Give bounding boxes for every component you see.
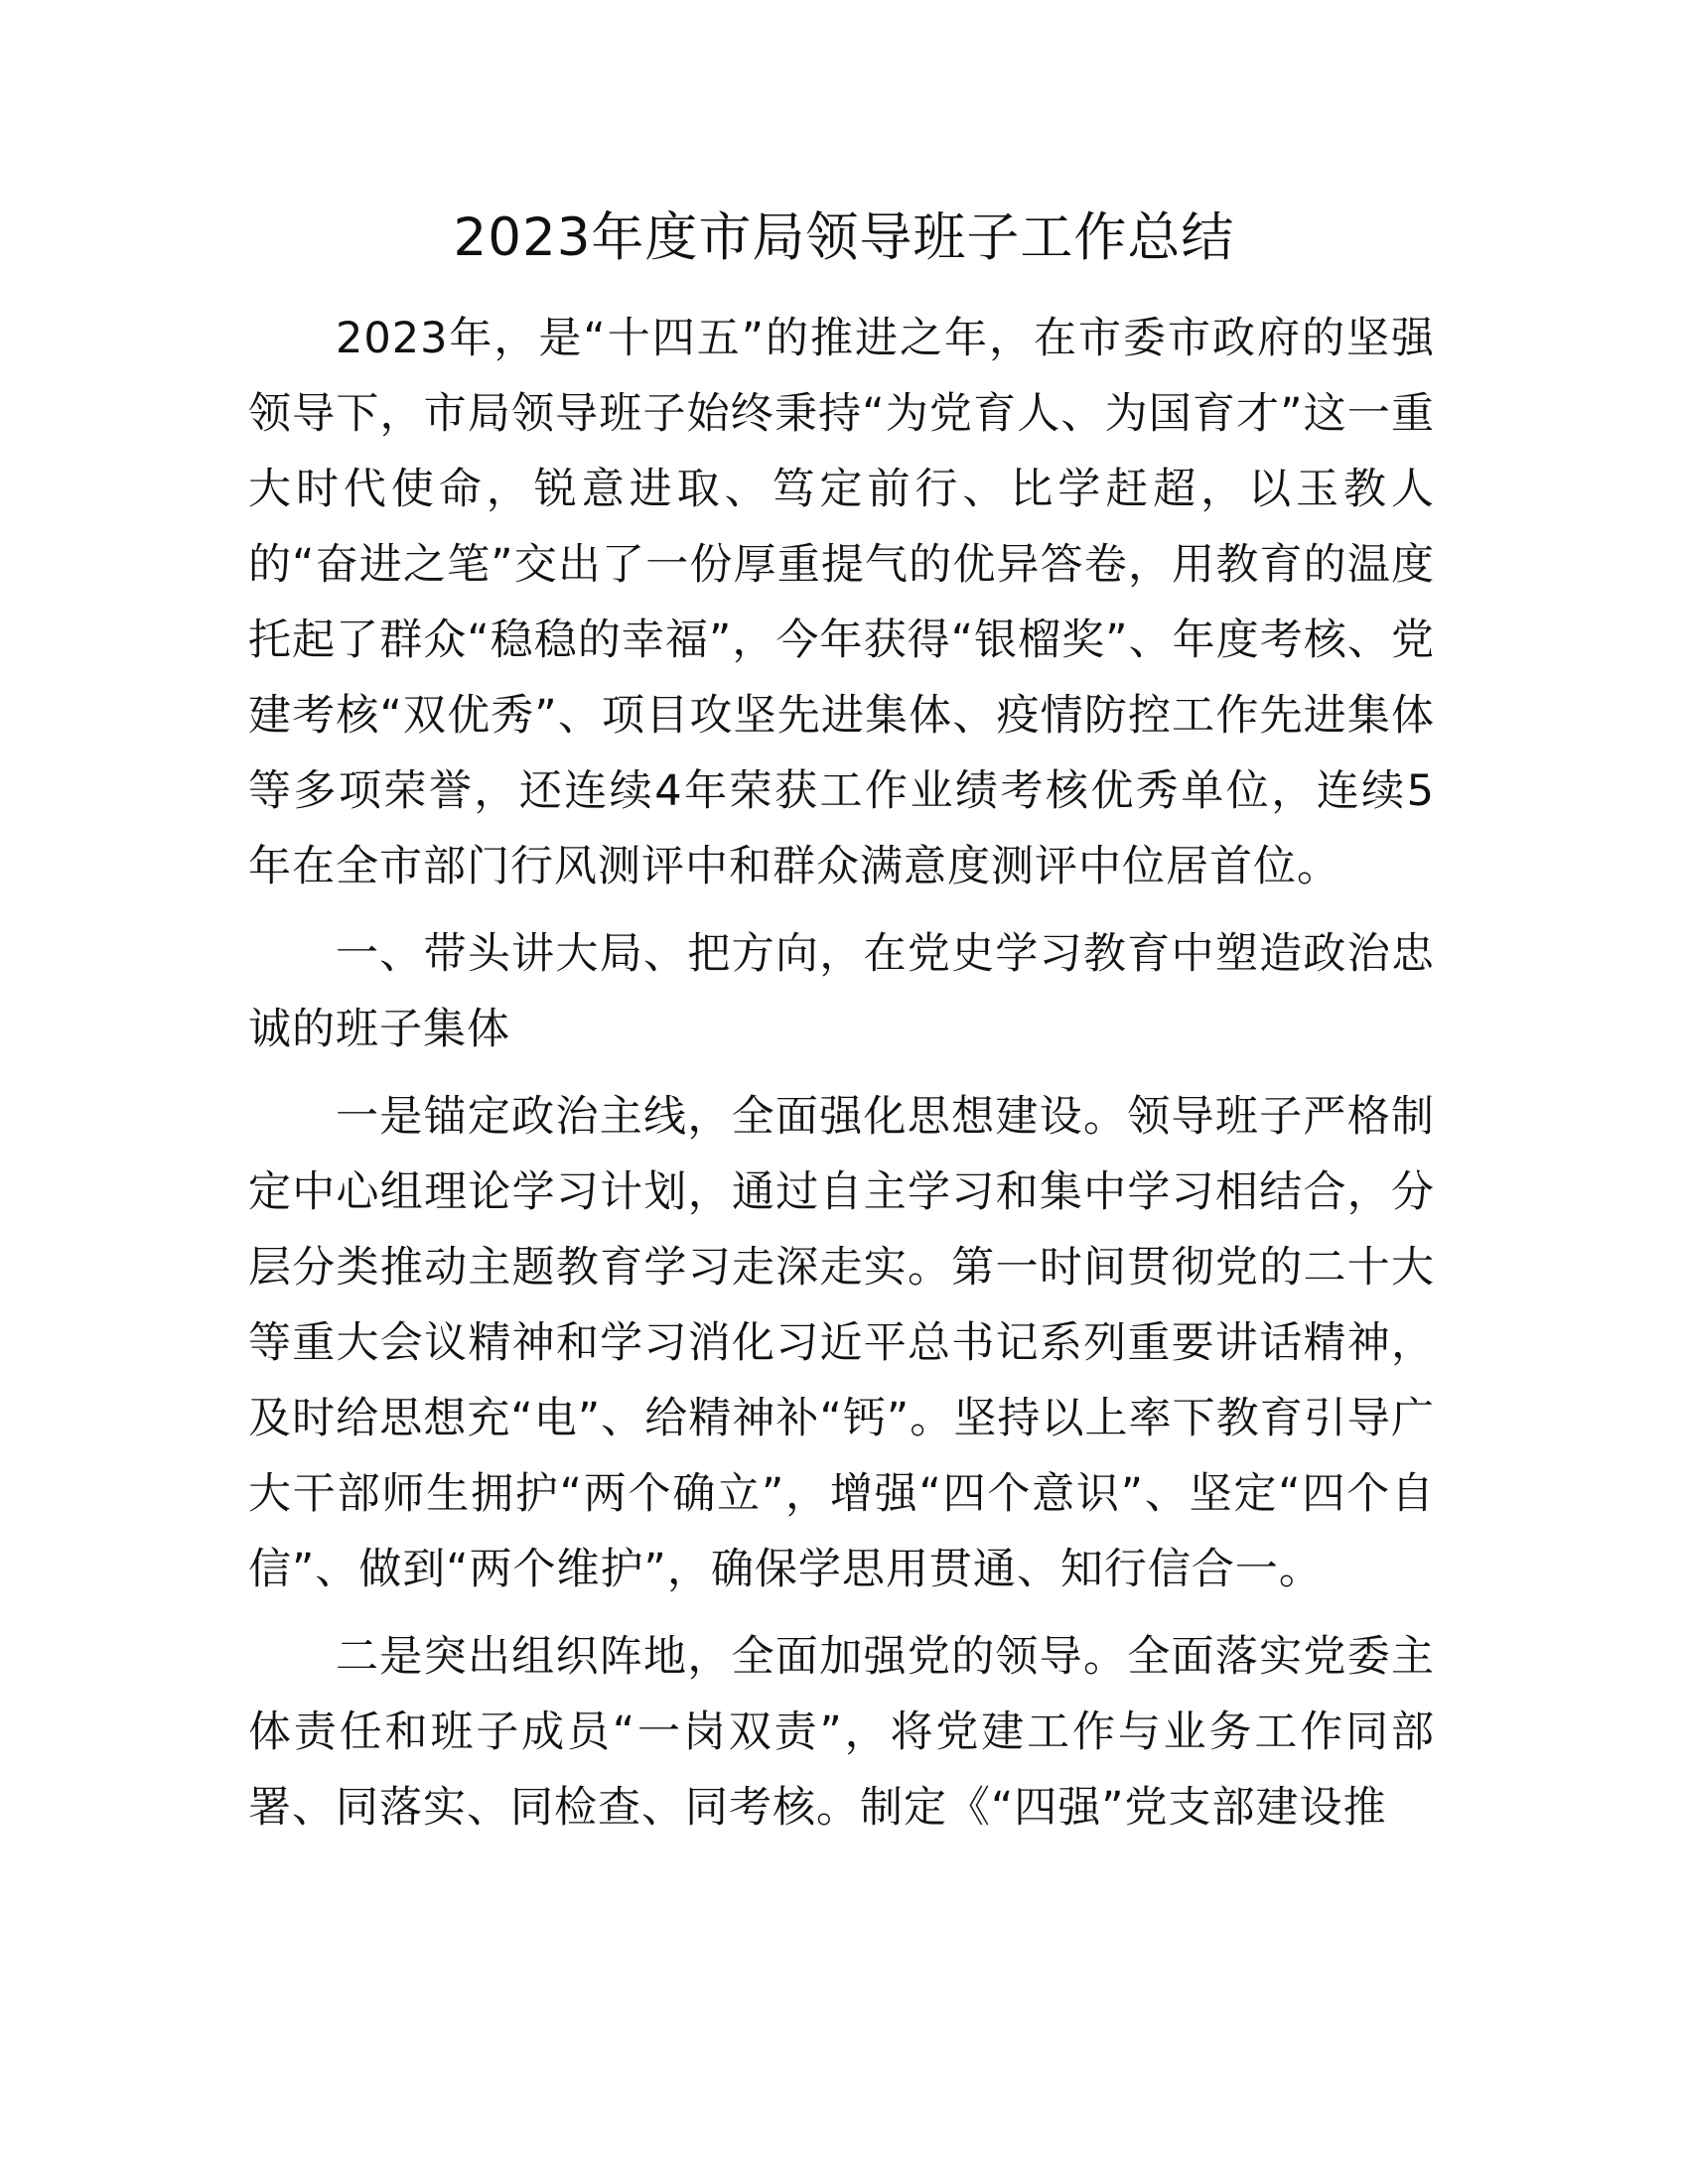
paragraph-point-2: 二是突出组织阵地，全面加强党的领导。全面落实党委主体责任和班子成员“一岗双责”，将党建工作与业务工作同部署、同落实、同检查、同考核。制定《“四强”党支部建设推: [248, 1632, 1435, 1833]
document-title: 2023年度市局领导班子工作总结: [453, 207, 1235, 268]
document-body: [248, 301, 1435, 1857]
paragraph-point-1: 一是锚定政治主线，全面强化思想建设。领导班子严格制定中心组理论学习计划，通过自主学习和集中学习相结合，分层分类推动主题教育学习走深走实。第一时间贯彻党的二十大等重大会议精神和学习消化习近平总书记系列重要讲话精神，及时给思想充“电”、给精神补“钙”。坚持以上率下教育引导广大干部师生拥护“两个确立”，增强“四个意识”、坚定“四个自信”、做到“两个维护”，确保学思用贯通、知行信合一。: [248, 1092, 1435, 1594]
intro-paragraph: 2023年，是“十四五”的推进之年，在市委市政府的坚强领导下，市局领导班子始终秉持“为党育人、为国育才”这一重大时代使命，锐意进取、笃定前行、比学赶超，以玉教人的“奋进之笔”交出了一份厚重提气的优异答卷，用教育的温度托起了群众“稳稳的幸福”，今年获得“银榴奖”、年度考核、党建考核“双优秀”、项目攻坚先进集体、疫情防控工作先进集体等多项荣誉，还连续4年荣获工作业绩考核优秀单位，连续5年在全市部门行风测评中和群众满意度测评中位居首位。: [248, 314, 1435, 891]
section-heading-1: 一、带头讲大局、把方向，在党史学习教育中塑造政治忠诚的班子集体: [248, 929, 1435, 1054]
